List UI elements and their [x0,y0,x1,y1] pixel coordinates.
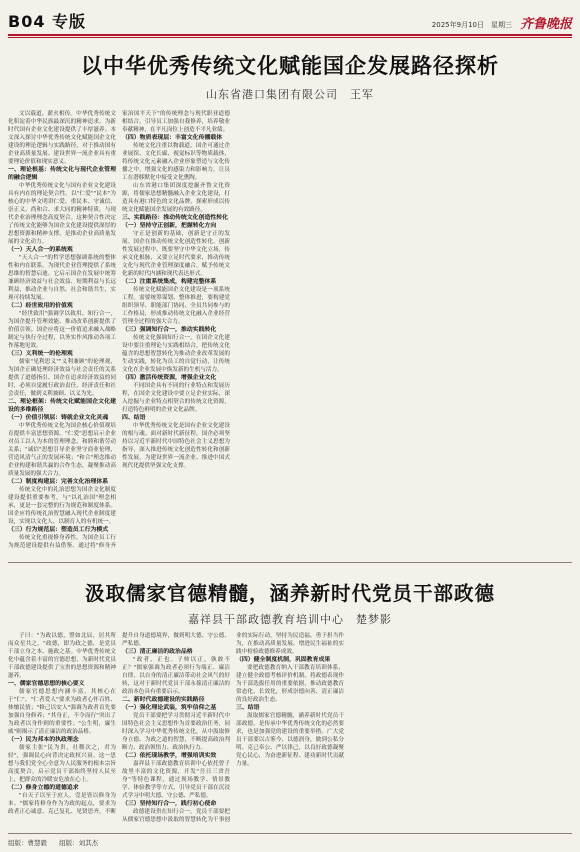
body-paragraph: 中华优秀传统文化与国有企业文化建设具有内在的理论契合性。以"仁爱""民本"为核心的中华文明讲仁爱、重民本、守诚信、崇正义、尚和合、求大同的精神特质，与现代企业治理理念高度契合。这种契合性决定了传统文化能够为国企文化建设提供深厚的思想资源和精神支撑，是推动企业高质量发展的文化动力。 [8,183,116,245]
body-paragraph: 儒家主张"民为贵，社稷次之，君为轻"，强调民心向背决定政权兴衰。这一思想与我们党全心全意为人民服务的根本宗旨高度契合，启示党员干部始终坚持人民至上，把群众的冷暖安危放在心上。 [8,745,116,783]
body-paragraph: 儒家官德思想内涵丰富，其核心在于"仁"。"仁者爱人"要求为政者心怀百姓、体恤民情；"修己以安人"强调为政者首先要加强自身修养；"其身正，不令而行"突出了为政者以身作则的重要性；"公生明，廉生威"则揭示了清正廉洁的政治品格。 [8,689,116,735]
body-paragraph: 中华优秀传统文化为国企核心价值观培育提供丰富思想资源。"仁爱"思想启示企业对员工以人为本的管理理念，和睦和谐劳动关系；"诚信"思想引导企业坚守商业伦理，营造风清气正的发展环境；"和合"理念推动企业构建和谐共赢的合作生态，凝聚推动高质量发展的强大合力。 [8,423,116,477]
section-heading: （二）修身立德的道德追求 [8,785,79,791]
article2-byline: 嘉祥县干部政德教育培训中心 楚梦影 [188,613,392,626]
body-paragraph: 传统文化中的礼治思想为国企文化制度建设提供重要参考。与"以礼治国"理念相承，更是一套完整的行为规范和制度体系。国企应将传统礼治智慧融入现代企业制度建设，实现以文化人、以制育人的有机统一。 [8,487,116,525]
body-paragraph: 文以载道，薪火相传。中华优秀传统文化积淀着中华民族最深沉的精神追求。为新时代国有企业文化建设提供了丰厚滋养。本文深入探讨中华优秀传统文化赋能国企文化建设的理论逻辑与实践路径，对于推动国有企业高质量发展、建设世界一流企业具有重要理论价值和现实意义。 [8,111,116,165]
article2-title: 汲取儒家官德精髓，涵养新时代党员干部政德 [84,582,495,605]
section-heading: （三）强调知行合一，推动实践转化 [122,327,217,333]
body-paragraph: 传统文化注重以物载道，国企可通过企业展馆、文化长廊、视觉标识等物质载体，将传统文化元素融入企业形象塑造与文化传播之中，增强文化的感染力和影响力，让员工在潜移默化中接受文化熏陶。 [122,143,230,181]
section-heading: （二）制度构建层：完善文化治理体系 [8,479,109,485]
article2-body [8,632,572,828]
body-paragraph: 传统文化重视修身养性，为国企员工行为规范建设提供有益借鉴。通过将"修身齐家治国平天下"的传统理念与现代职业道德相结合，引导员工加强自我修养，培养敬业奉献精神，在平凡岗位上创造不平凡业绩。 [8,111,230,549]
footer-proofreader: 组版：刘其杰 [59,839,99,847]
body-paragraph: "政者，正也。子帅以正，孰敢不正？"儒家强调为政者必须行为端正、廉洁自律，以自身的清正廉洁带动社会风气的好转，这对于新时代党员干部永葆清正廉洁的政治本色具有重要启示。 [122,657,230,695]
body-paragraph: 儒家"见利思义""义利兼顾"的伦理观，为国企正确处理经济效益与社会责任的关系提供了道德指引。国企在追求经济效益的同时，必须自觉履行政治责任、经济责任和社会责任，做到义利兼顾、以义为先。 [8,359,116,397]
body-paragraph: 守正是创新的基础，创新是守正的发展。国企在推动传统文化创造性转化、创新性发展过程中，既要坚守中华文化立场，传承文化根脉，又要立足时代要求，推动传统文化与现代企业管理深度融合，赋予传统文化新的时代内涵和现代表达形式。 [122,231,230,277]
body-paragraph: "自天子以至于庶人，壹是皆以修身为本。"儒家将修身作为为政的起点，要求为政者正心诚意、克己复礼、见贤思齐，不断提升自身道德境界，做到明大德、守公德、严私德。 [8,633,230,815]
section-divider [8,562,572,563]
section-heading: （一）民为邦本的执政理念 [8,737,79,743]
newspaper-logo: 齐鲁晚报 [519,17,572,32]
section-heading: （二）经世致用的价值观 [8,303,73,309]
section-heading: 一、理论根基：传统文化与现代企业管理的融合逻辑 [8,167,116,181]
body-paragraph: 汲取儒家官德精髓，涵养新时代党员干部政德，是传承中华优秀传统文化的必然要求，也是加强党的建设的重要举措。广大党员干部要以古鉴今、以德润身，做到公私分明、克己奉公、严以律己，以良好政德凝聚党心民心，为奋进新征程、建功新时代贡献力量。 [236,713,344,767]
body-paragraph: 党员干部要把学习贯彻习近平新时代中国特色社会主义思想作为首要政治任务，同时深入学习中华优秀传统文化，从中汲取修身立德、为政之道的智慧，不断提高政治判断力、政治领悟力、政治执行力。 [122,713,230,751]
body-paragraph: "天人合一"的哲学思想强调系统的整体性和内在联系，为现代企业管理提供了系统思维的智慧启迪。它启示国企在发展中统筹兼顾经济效益与社会效益、短期利益与长远利益，推动企业与自然、社会和谐共生，实现可持续发展。 [8,255,116,301]
issue-date: 2025年9月10日 星期三 [431,21,512,29]
section-heading: （一）强化理论武装，筑牢信仰之基 [122,705,217,711]
section-heading: （三）坚持知行合一，践行初心使命 [122,801,217,807]
section-heading: （三）清正廉洁的政治品格 [122,649,193,655]
section-heading: 三、结语 [236,705,260,711]
section-heading: 四、结语 [122,415,146,421]
body-paragraph: 政德建设贵在知行合一。党员干部要把从儒家官德思想中汲取的智慧转化为干事创业的实际行动，坚持为民造福，勇于担当作为，在推动高质量发展、增进民生福祉的实践中检验政德修养成效。 [122,633,344,823]
section-heading: 三、实践路径：推动传统文化创造性转化 [122,215,229,221]
footer-editor: 组版：曹慧毅 [8,839,47,847]
body-paragraph: 嘉祥县干部政德教育培训中心依托曾子故里丰富的文化资源，开发"吾日三省吾身"等特色课程，通过现场教学、情景教学、体验教学等方式，引导党员干部在沉浸式学习中明大德、守公德、严私德。 [122,761,230,799]
section-heading: （三）行为规范层：塑造员工行为模式 [8,527,109,533]
masthead [8,10,572,32]
body-paragraph: 要把政德教育纳入干部教育培训体系，建立健全政德考核评价机制，将政德表现作为干部选拔任用的重要依据，推动政德教育常态化、长效化，形成崇德向善、清正廉洁的良好政治生态。 [236,665,344,703]
page-footer [8,833,572,847]
body-paragraph: 传统文化赋能国企文化建设是一项系统工程。需要统筹谋划、整体推进，要构建党组织领导、职能部门协同、全员共同参与的工作格局，形成推动传统文化融入企业经营管理全过程的强大合力。 [122,287,230,325]
section-heading: （二）注重系统集成，构建完整体系 [122,279,217,285]
masthead-right [432,13,572,32]
section-heading: 二、理论框架：传统文化赋能国企文化建设的多维路径 [8,399,116,413]
body-paragraph: 传统文化强调知行合一，在国企文化建设中要注重理论与实践相结合，把传统文化蕴含的思想智慧转化为推动企业改革发展的生动实践，转化为员工的自觉行动，让传统文化在企业发展中焕发新的生机与活力。 [122,335,230,373]
body-paragraph: 山东省港口集团深度挖掘齐鲁文化资源，将儒家思想精髓融入企业文化建设，打造具有港口特色的文化品牌，探索形成以传统文化赋能国企发展的有效路径。 [122,183,230,213]
masthead-rule [8,34,572,36]
article1-title: 以中华优秀传统文化赋能国企发展路径探析 [81,54,499,78]
masthead-rule-thin [8,37,572,38]
body-paragraph: 中华优秀传统文化是国有企业文化建设的根与魂。面对新时代新征程，国企必须坚持以习近平新时代中国特色社会主义思想为指导，深入推进传统文化创造性转化和创新性发展，为建设世界一流企业、推进中国式现代化提供坚强文化支撑。 [122,423,230,469]
section-heading: （四）物质表现层：丰富文化传播载体 [122,135,223,141]
section-heading: （四）激活传统资源，增强企业文化 [122,375,217,381]
article1-body [8,110,572,556]
section-heading: 一、儒家官德思想的核心要义 [8,681,85,687]
section-heading: （四）健全制度机制，巩固教育成果 [236,657,331,663]
section-heading: （二）依托现场教学，增强培训实效 [122,753,217,759]
page-code: B04 专版 [8,12,87,31]
section-heading: 二、新时代政德建设的实践路径 [122,697,205,703]
section-heading: （三）义利统一的伦理观 [8,351,73,357]
body-paragraph: 不同国企具有不同的行业特点和发展历程，在国企文化建设中要立足企业实际，深入挖掘与企业特点相契合的传统文化资源，打造特色鲜明的企业文化品牌。 [122,383,230,413]
section-heading: （一）价值引领层：铸就企业文化灵魂 [8,415,109,421]
section-heading: （一）天人合一的系统观 [8,247,73,253]
section-heading: （一）坚持守正创新，把握转化方向 [122,223,217,229]
article1-byline: 山东省港口集团有限公司 王军 [206,88,374,101]
body-paragraph: 子曰："为政以德，譬如北辰，居其所而众星共之。"政德，即为政之德，是党员干部立身之本、施政之基。中华优秀传统文化中蕴含着丰富的官德思想，为新时代党员干部政德建设提供了宝贵的思想资源和精神滋养。 [8,633,116,679]
body-paragraph: "经世致用"强调学以致用、知行合一，为国企提升管理效能、推动改革创新提供了价值引领。国企应将这一价值追求融入战略制定与执行全过程，以务实作风推动各项工作落地见效。 [8,311,116,349]
